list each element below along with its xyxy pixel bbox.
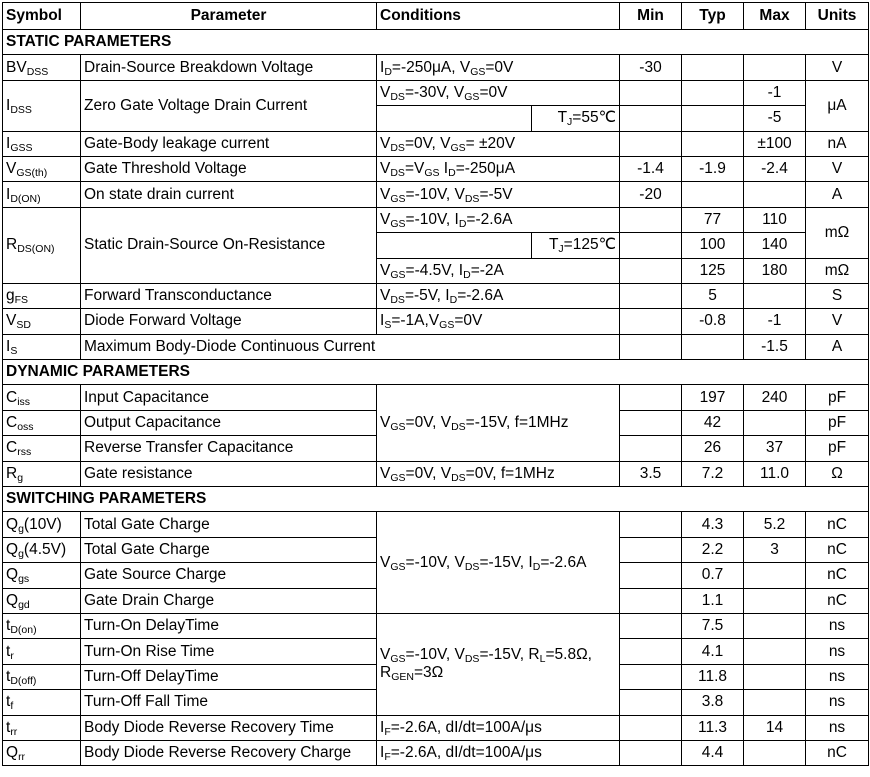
unit-cell: ns bbox=[806, 715, 869, 740]
parameter-cell: Body Diode Reverse Recovery Charge bbox=[81, 740, 377, 765]
max-cell bbox=[744, 182, 806, 207]
symbol-cell: $C_{iss}$ bbox=[3, 385, 81, 410]
symbol-cell: $I_S$ bbox=[3, 334, 81, 359]
typ-cell bbox=[682, 55, 744, 80]
typ-cell: 7.2 bbox=[682, 461, 744, 486]
unit-cell: V bbox=[806, 55, 869, 80]
table-row bbox=[3, 55, 869, 80]
max-cell bbox=[744, 588, 806, 613]
unit-cell: nC bbox=[806, 537, 869, 562]
parameter-cell: Gate resistance bbox=[81, 461, 377, 486]
max-cell bbox=[744, 410, 806, 435]
symbol-cell: $Q_{rr}$ bbox=[3, 740, 81, 765]
max-cell: 140 bbox=[744, 233, 806, 258]
tj-cell: $T_J=125℃$ bbox=[532, 233, 620, 258]
tj-cell: $T_J=55℃$ bbox=[532, 106, 620, 131]
min-cell bbox=[620, 410, 682, 435]
min-cell bbox=[620, 131, 682, 156]
max-cell: -1 bbox=[744, 309, 806, 334]
conditions-cell: $I_S=-1A,V_{GS}=0V$ bbox=[377, 309, 620, 334]
parameter-cell: Gate Drain Charge bbox=[81, 588, 377, 613]
conditions-cell: $V_{GS}=-10V$, $I_D=-2.6A$ bbox=[377, 207, 620, 232]
symbol-cell: $I_{GSS}$ bbox=[3, 131, 81, 156]
parameter-cell: Body Diode Reverse Recovery Time bbox=[81, 715, 377, 740]
typ-cell: -0.8 bbox=[682, 309, 744, 334]
max-cell: -1 bbox=[744, 80, 806, 105]
min-cell bbox=[620, 385, 682, 410]
min-cell bbox=[620, 563, 682, 588]
typ-cell: 5 bbox=[682, 283, 744, 308]
conditions-cell: $V_{DS}=-5V$, $I_D=-2.6A$ bbox=[377, 283, 620, 308]
symbol-cell: $t_f$ bbox=[3, 690, 81, 715]
symbol-cell: $t_{D(off)}$ bbox=[3, 664, 81, 689]
conditions-cell: $I_F=-2.6A$, dI/dt=100A/μs bbox=[377, 715, 620, 740]
max-cell bbox=[744, 740, 806, 765]
symbol-cell: $Q_{gs}$ bbox=[3, 563, 81, 588]
parameter-cell: Gate Source Charge bbox=[81, 563, 377, 588]
typ-cell: 2.2 bbox=[682, 537, 744, 562]
table-row bbox=[3, 131, 869, 156]
unit-cell: ns bbox=[806, 664, 869, 689]
section-switching: SWITCHING PARAMETERS bbox=[3, 487, 869, 512]
symbol-cell: $R_{DS(ON)}$ bbox=[3, 207, 81, 283]
table-row bbox=[3, 182, 869, 207]
unit-cell: nA bbox=[806, 131, 869, 156]
unit-cell: A bbox=[806, 182, 869, 207]
typ-cell: 4.1 bbox=[682, 639, 744, 664]
parameter-cell: Zero Gate Voltage Drain Current bbox=[81, 80, 377, 131]
unit-cell: ns bbox=[806, 613, 869, 638]
table-row bbox=[3, 715, 869, 740]
min-cell bbox=[620, 207, 682, 232]
parameter-cell: Turn-Off Fall Time bbox=[81, 690, 377, 715]
min-cell: -20 bbox=[620, 182, 682, 207]
min-cell bbox=[620, 639, 682, 664]
typ-cell: 4.3 bbox=[682, 512, 744, 537]
symbol-cell: $R_g$ bbox=[3, 461, 81, 486]
min-cell bbox=[620, 588, 682, 613]
max-cell: -2.4 bbox=[744, 156, 806, 181]
unit-cell: mΩ bbox=[806, 207, 869, 258]
min-cell bbox=[620, 283, 682, 308]
min-cell: -1.4 bbox=[620, 156, 682, 181]
symbol-cell: $Q_{gd}$ bbox=[3, 588, 81, 613]
header-min: Min bbox=[620, 3, 682, 30]
parameter-cell: Total Gate Charge bbox=[81, 537, 377, 562]
max-cell: 180 bbox=[744, 258, 806, 283]
conditions-cell: $V_{GS}=-10V$, $V_{DS}=-15V$, $I_D=-2.6A$ bbox=[377, 512, 620, 614]
section-static: STATIC PARAMETERS bbox=[3, 30, 869, 55]
max-cell bbox=[744, 283, 806, 308]
unit-cell: pF bbox=[806, 385, 869, 410]
table-row bbox=[3, 385, 869, 410]
conditions-cell: $V_{GS}=-10V$, $V_{DS}=-5V$ bbox=[377, 182, 620, 207]
min-cell bbox=[620, 690, 682, 715]
unit-cell: V bbox=[806, 156, 869, 181]
min-cell bbox=[620, 436, 682, 461]
parameter-cell: Turn-On DelayTime bbox=[81, 613, 377, 638]
max-cell: -5 bbox=[744, 106, 806, 131]
typ-cell: 26 bbox=[682, 436, 744, 461]
unit-cell: Ω bbox=[806, 461, 869, 486]
conditions-cell: $V_{DS}=V_{GS}$ $I_D=-250\mu A$ bbox=[377, 156, 620, 181]
max-cell bbox=[744, 613, 806, 638]
typ-cell bbox=[682, 182, 744, 207]
table-row bbox=[3, 334, 869, 359]
unit-cell: mΩ bbox=[806, 258, 869, 283]
unit-cell: pF bbox=[806, 410, 869, 435]
min-cell bbox=[620, 80, 682, 105]
parameter-cell: Total Gate Charge bbox=[81, 512, 377, 537]
typ-cell: 11.8 bbox=[682, 664, 744, 689]
conditions-cell: $V_{DS}=0V$, $V_{GS}= \pm 20V$ bbox=[377, 131, 620, 156]
typ-cell: 100 bbox=[682, 233, 744, 258]
symbol-cell: $I_{D(ON)}$ bbox=[3, 182, 81, 207]
parameter-cell: Forward Transconductance bbox=[81, 283, 377, 308]
symbol-cell: $Q_g(4.5V)$ bbox=[3, 537, 81, 562]
unit-cell: ns bbox=[806, 690, 869, 715]
symbol-cell: $V_{GS(th)}$ bbox=[3, 156, 81, 181]
unit-cell: V bbox=[806, 309, 869, 334]
conditions-cell: $I_D=-250\mu A$, $V_{GS}=0V$ bbox=[377, 55, 620, 80]
symbol-cell: $BV_{DSS}$ bbox=[3, 55, 81, 80]
header-parameter: Parameter bbox=[81, 3, 377, 30]
min-cell bbox=[620, 715, 682, 740]
table-row bbox=[3, 309, 869, 334]
parameter-cell: Static Drain-Source On-Resistance bbox=[81, 207, 377, 283]
electrical-characteristics-table bbox=[2, 2, 869, 766]
table-row bbox=[3, 461, 869, 486]
conditions-cell: $V_{DS}=-30V$, $V_{GS}=0V$ bbox=[377, 80, 620, 105]
symbol-cell: $t_r$ bbox=[3, 639, 81, 664]
table-row bbox=[3, 283, 869, 308]
section-row bbox=[3, 360, 869, 385]
header-row bbox=[3, 3, 869, 30]
min-cell bbox=[620, 664, 682, 689]
max-cell bbox=[744, 664, 806, 689]
header-symbol: Symbol bbox=[3, 3, 81, 30]
header-conditions: Conditions bbox=[377, 3, 620, 30]
typ-cell: 42 bbox=[682, 410, 744, 435]
symbol-cell: $C_{oss}$ bbox=[3, 410, 81, 435]
symbol-cell: $I_{DSS}$ bbox=[3, 80, 81, 131]
parameter-cell: Gate-Body leakage current bbox=[81, 131, 377, 156]
conditions-cell: $V_{GS}=0V$, $V_{DS}=0V$, f=1MHz bbox=[377, 461, 620, 486]
typ-cell: 3.8 bbox=[682, 690, 744, 715]
typ-cell: 197 bbox=[682, 385, 744, 410]
typ-cell: -1.9 bbox=[682, 156, 744, 181]
conditions-cell: $V_{GS}=-10V$, $V_{DS}=-15V$, $R_L=5.8\Omega$, $R_{GEN}=3\Omega$ bbox=[377, 613, 620, 715]
min-cell bbox=[620, 740, 682, 765]
parameter-cell: Turn-On Rise Time bbox=[81, 639, 377, 664]
min-cell bbox=[620, 613, 682, 638]
unit-cell: nC bbox=[806, 563, 869, 588]
symbol-cell: $Q_g(10V)$ bbox=[3, 512, 81, 537]
conditions-cell: $V_{GS}=0V$, $V_{DS}=-15V$, f=1MHz bbox=[377, 385, 620, 461]
symbol-cell: $V_{SD}$ bbox=[3, 309, 81, 334]
table-row bbox=[3, 156, 869, 181]
header-max: Max bbox=[744, 3, 806, 30]
table-row bbox=[3, 740, 869, 765]
max-cell bbox=[744, 639, 806, 664]
conditions-cell bbox=[377, 233, 532, 258]
max-cell: 14 bbox=[744, 715, 806, 740]
max-cell: -1.5 bbox=[744, 334, 806, 359]
typ-cell: 0.7 bbox=[682, 563, 744, 588]
symbol-cell: $g_{FS}$ bbox=[3, 283, 81, 308]
unit-cell: μA bbox=[806, 80, 869, 131]
typ-cell: 1.1 bbox=[682, 588, 744, 613]
typ-cell: 7.5 bbox=[682, 613, 744, 638]
min-cell bbox=[620, 309, 682, 334]
max-cell: 110 bbox=[744, 207, 806, 232]
typ-cell bbox=[682, 80, 744, 105]
conditions-cell bbox=[377, 106, 532, 131]
parameter-cell: Input Capacitance bbox=[81, 385, 377, 410]
parameter-cell: Gate Threshold Voltage bbox=[81, 156, 377, 181]
typ-cell bbox=[682, 106, 744, 131]
table-row bbox=[3, 80, 869, 105]
max-cell: 240 bbox=[744, 385, 806, 410]
min-cell bbox=[620, 512, 682, 537]
symbol-cell: $t_{rr}$ bbox=[3, 715, 81, 740]
typ-cell: 4.4 bbox=[682, 740, 744, 765]
parameter-cell: Drain-Source Breakdown Voltage bbox=[81, 55, 377, 80]
max-cell: 37 bbox=[744, 436, 806, 461]
unit-cell: S bbox=[806, 283, 869, 308]
section-row bbox=[3, 30, 869, 55]
unit-cell: nC bbox=[806, 512, 869, 537]
header-typ: Typ bbox=[682, 3, 744, 30]
parameter-cell: Output Capacitance bbox=[81, 410, 377, 435]
min-cell bbox=[620, 106, 682, 131]
max-cell: 3 bbox=[744, 537, 806, 562]
typ-cell: 77 bbox=[682, 207, 744, 232]
typ-cell: 125 bbox=[682, 258, 744, 283]
table-row bbox=[3, 207, 869, 232]
typ-cell bbox=[682, 334, 744, 359]
unit-cell: A bbox=[806, 334, 869, 359]
min-cell bbox=[620, 334, 682, 359]
table-row bbox=[3, 613, 869, 638]
typ-cell bbox=[682, 131, 744, 156]
unit-cell: pF bbox=[806, 436, 869, 461]
unit-cell: nC bbox=[806, 740, 869, 765]
conditions-cell: $I_F=-2.6A$, dI/dt=100A/μs bbox=[377, 740, 620, 765]
conditions-cell: $V_{GS}=-4.5V$, $I_D=-2A$ bbox=[377, 258, 620, 283]
table-row bbox=[3, 512, 869, 537]
min-cell bbox=[620, 258, 682, 283]
max-cell bbox=[744, 690, 806, 715]
header-units: Units bbox=[806, 3, 869, 30]
min-cell: -30 bbox=[620, 55, 682, 80]
unit-cell: nC bbox=[806, 588, 869, 613]
parameter-cell: Maximum Body-Diode Continuous Current bbox=[81, 334, 620, 359]
typ-cell: 11.3 bbox=[682, 715, 744, 740]
section-row bbox=[3, 487, 869, 512]
max-cell: 5.2 bbox=[744, 512, 806, 537]
parameter-cell: Turn-Off DelayTime bbox=[81, 664, 377, 689]
symbol-cell: $C_{rss}$ bbox=[3, 436, 81, 461]
parameter-cell: Diode Forward Voltage bbox=[81, 309, 377, 334]
max-cell: 11.0 bbox=[744, 461, 806, 486]
symbol-cell: $t_{D(on)}$ bbox=[3, 613, 81, 638]
min-cell: 3.5 bbox=[620, 461, 682, 486]
min-cell bbox=[620, 537, 682, 562]
section-dynamic: DYNAMIC PARAMETERS bbox=[3, 360, 869, 385]
max-cell bbox=[744, 563, 806, 588]
max-cell bbox=[744, 55, 806, 80]
parameter-cell: On state drain current bbox=[81, 182, 377, 207]
parameter-cell: Reverse Transfer Capacitance bbox=[81, 436, 377, 461]
min-cell bbox=[620, 233, 682, 258]
max-cell: ±100 bbox=[744, 131, 806, 156]
unit-cell: ns bbox=[806, 639, 869, 664]
